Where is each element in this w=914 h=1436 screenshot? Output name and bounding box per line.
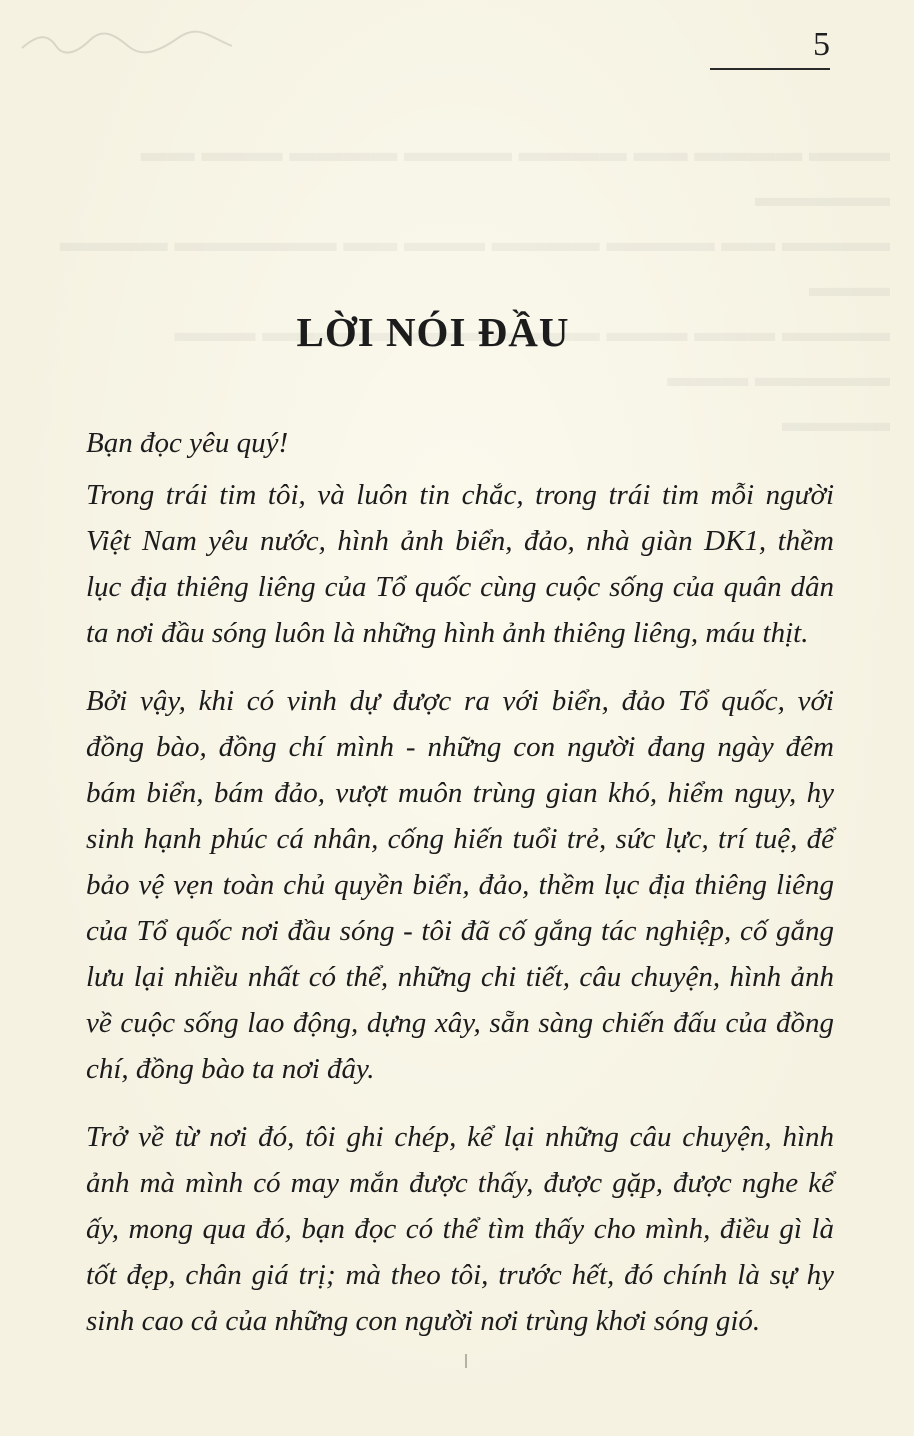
text-line: đồng bào, đồng chí mình - những con người đang ngày đêm xyxy=(86,731,834,763)
text-line: bảo vệ vẹn toàn chủ quyền biển, đảo, thềm lục địa thiêng liêng xyxy=(86,869,834,901)
text-line: về cuộc sống lao động, dựng xây, sẵn sàng chiến đấu của đồng xyxy=(86,1007,834,1039)
paragraph-1 xyxy=(86,472,834,656)
text-line: Bởi vậy, khi có vinh dự được ra với biển, đảo Tổ quốc, với xyxy=(86,685,834,717)
reverse-side-bleed-through xyxy=(40,130,890,445)
text-line: tốt đẹp, chân giá trị; mà theo tôi, trước hết, đó chính là sự hy xyxy=(86,1259,834,1291)
script-signature-icon xyxy=(18,30,238,56)
text-line: ấy, mong qua đó, bạn đọc có thể tìm thấy cho mình, điều gì là xyxy=(86,1213,834,1245)
text-line: Trong trái tim tôi, và luôn tin chắc, trong trái tim mỗi người xyxy=(86,479,834,511)
text-line: sinh hạnh phúc cá nhân, cống hiến tuổi trẻ, sức lực, trí tuệ, để xyxy=(86,823,834,855)
text-line: bám biển, bám đảo, vượt muôn trùng gian khó, hiểm nguy, hy xyxy=(86,777,834,809)
text-line: lục địa thiêng liêng của Tổ quốc cùng cuộc sống của quân dân xyxy=(86,571,834,603)
text-line: sinh cao cả của những con người nơi trùng khơi sóng gió. xyxy=(86,1305,761,1337)
page-number: 5 xyxy=(813,26,830,63)
salutation: Bạn đọc yêu quý! xyxy=(86,427,289,459)
text-line: Trở về từ nơi đó, tôi ghi chép, kể lại những câu chuyện, hình xyxy=(86,1121,834,1153)
paragraph-2 xyxy=(86,678,834,1092)
running-head-faint xyxy=(18,30,238,62)
text-line: của Tổ quốc nơi đầu sóng - tôi đã cố gắng tác nghiệp, cố gắng xyxy=(86,915,834,947)
body-text xyxy=(86,418,834,1366)
text-line: Việt Nam yêu nước, hình ảnh biển, đảo, nhà giàn DK1, thềm xyxy=(86,525,834,557)
page-number-rule xyxy=(710,68,830,70)
text-line: ảnh mà mình có may mắn được thấy, được gặp, được nghe kể xyxy=(86,1167,834,1199)
paragraph-3 xyxy=(86,1114,834,1344)
paper-speck xyxy=(465,1354,467,1368)
text-line: ta nơi đầu sóng luôn là những hình ảnh thiêng liêng, máu thịt. xyxy=(86,617,809,649)
text-line: lưu lại nhiều nhất có thể, những chi tiết, câu chuyện, hình ảnh xyxy=(86,961,834,993)
text-line: chí, đồng bào ta nơi đây. xyxy=(86,1053,375,1085)
chapter-title: LỜI NÓI ĐẦU xyxy=(296,309,570,355)
